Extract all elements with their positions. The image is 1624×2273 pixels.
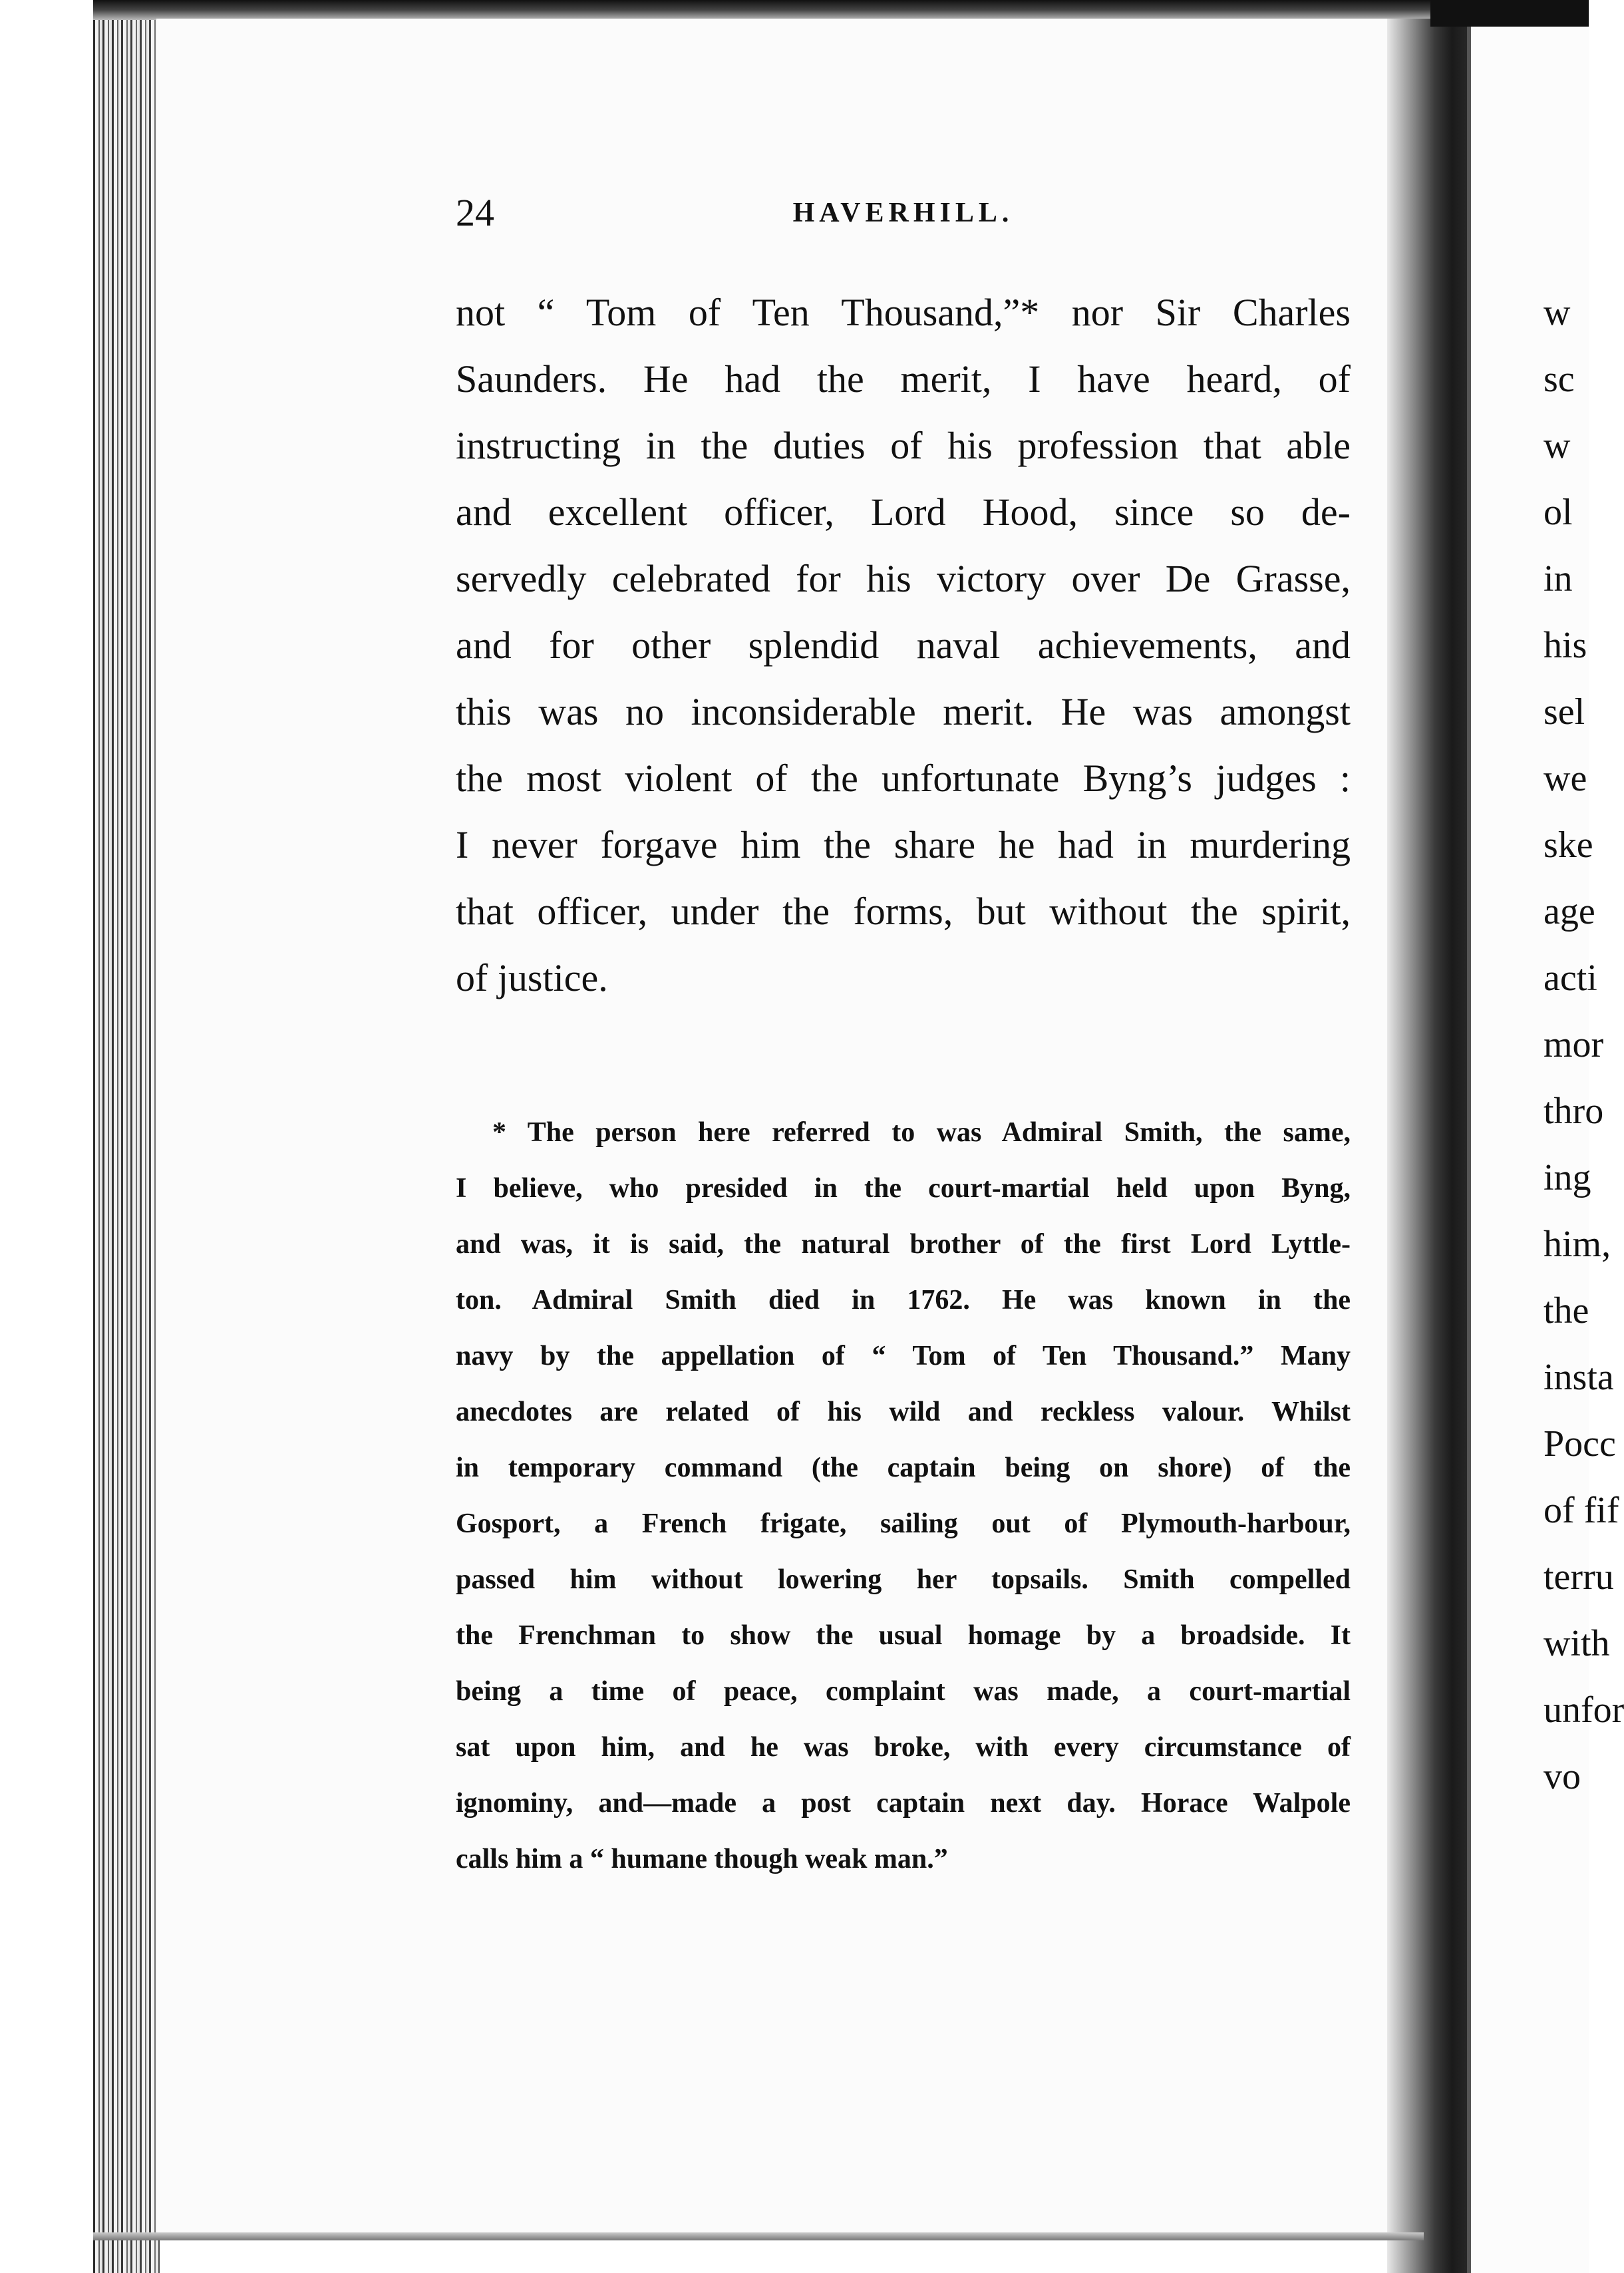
facing-page-fragment: Pocc <box>1543 1423 1616 1465</box>
footnote-line: * The person here referred to was Admiral Smith, the same, <box>492 1117 1351 1148</box>
body-text-line: that officer, under the forms, but without the spirit, <box>456 890 1351 933</box>
main-text-block <box>456 279 1351 1011</box>
facing-page-fragment: w <box>1543 292 1571 333</box>
bottom-page-edge <box>93 2232 1424 2240</box>
facing-page-fragment: the <box>1543 1290 1589 1331</box>
footnote-line: sat upon him, and he was broke, with every circumstance of <box>456 1732 1351 1763</box>
top-binding-border <box>93 0 1457 20</box>
footnote-line: navy by the appellation of “ Tom of Ten Thousand.” Many <box>456 1341 1351 1371</box>
footnote-line: being a time of peace, complaint was made, a court-martial <box>456 1676 1351 1707</box>
facing-page-edge <box>1467 27 1471 2273</box>
running-head-title: HAVERHILL. <box>792 198 1014 228</box>
footnote-line: in temporary command (the captain being on shore) of the <box>456 1453 1351 1483</box>
body-text-line: and for other splendid naval achievements, and <box>456 623 1351 667</box>
facing-page-fragment: in <box>1543 558 1573 600</box>
facing-page-fragment: w <box>1543 425 1571 466</box>
facing-page-fragment: with <box>1543 1623 1610 1664</box>
facing-page-fragment: vo <box>1543 1756 1581 1797</box>
facing-page-fragment: age <box>1543 891 1595 932</box>
footnote-line: ignominy, and—made a post captain next day. Horace Walpole <box>456 1788 1351 1819</box>
facing-page-fragment: sel <box>1543 691 1585 733</box>
footnote-block <box>456 1105 1351 1887</box>
facing-page-fragment: thro <box>1543 1091 1604 1132</box>
facing-page-fragment: terru <box>1543 1556 1614 1598</box>
body-text-line: not “ Tom of Ten Thousand,”* nor Sir Charles <box>456 291 1351 334</box>
facing-page-fragment: his <box>1543 625 1587 666</box>
body-text-line: instructing in the duties of his profession that able <box>456 424 1351 467</box>
facing-page-fragment: unfor <box>1543 1689 1624 1731</box>
body-text-line: of justice. <box>456 956 608 999</box>
footnote-line: anecdotes are related of his wild and reckless valour. Whilst <box>456 1397 1351 1427</box>
body-text-line: the most violent of the unfortunate Byng’s judges : <box>456 757 1351 800</box>
facing-page-fragment: mor <box>1543 1024 1604 1065</box>
body-text-line: Saunders. He had the merit, I have heard, of <box>456 357 1351 401</box>
facing-page-fragment: ol <box>1543 492 1573 533</box>
footnote-line: ton. Admiral Smith died in 1762. He was known in the <box>456 1285 1351 1315</box>
facing-page-fragment: ing <box>1543 1157 1591 1198</box>
footnote-line: and was, it is said, the natural brother of the first Lord Lyttle- <box>456 1229 1351 1260</box>
page-edges-shading <box>93 0 160 2273</box>
gutter-top-shadow <box>1430 0 1589 27</box>
facing-page-fragment: ske <box>1543 824 1593 866</box>
footnote-line: I believe, who presided in the court-martial held upon Byng, <box>456 1173 1351 1204</box>
facing-page-fragment: him, <box>1543 1224 1611 1265</box>
facing-page-fragment: acti <box>1543 958 1597 999</box>
body-text-line: servedly celebrated for his victory over De Grasse, <box>456 557 1351 600</box>
body-text-line: and excellent officer, Lord Hood, since so de- <box>456 490 1351 534</box>
footnote-line: Gosport, a French frigate, sailing out of Plymouth-harbour, <box>456 1508 1351 1539</box>
book-gutter-shadow <box>1387 19 1474 2273</box>
page-number: 24 <box>456 191 494 234</box>
body-text-line: I never forgave him the share he had in murdering <box>456 823 1351 866</box>
footnote-line: passed him without lowering her topsails. Smith compelled <box>456 1564 1351 1595</box>
running-head <box>456 186 1351 240</box>
body-text-line: this was no inconsiderable merit. He was amongst <box>456 690 1351 733</box>
facing-page-text-fragments <box>1543 279 1624 1810</box>
facing-page-fragment: we <box>1543 758 1587 799</box>
facing-page-fragment: of fif <box>1543 1490 1619 1531</box>
footnote-line: the Frenchman to show the usual homage by a broadside. It <box>456 1620 1351 1651</box>
footnote-line: calls him a “ humane though weak man.” <box>456 1844 948 1874</box>
facing-page-fragment: sc <box>1543 359 1575 400</box>
facing-page-fragment: insta <box>1543 1357 1614 1398</box>
